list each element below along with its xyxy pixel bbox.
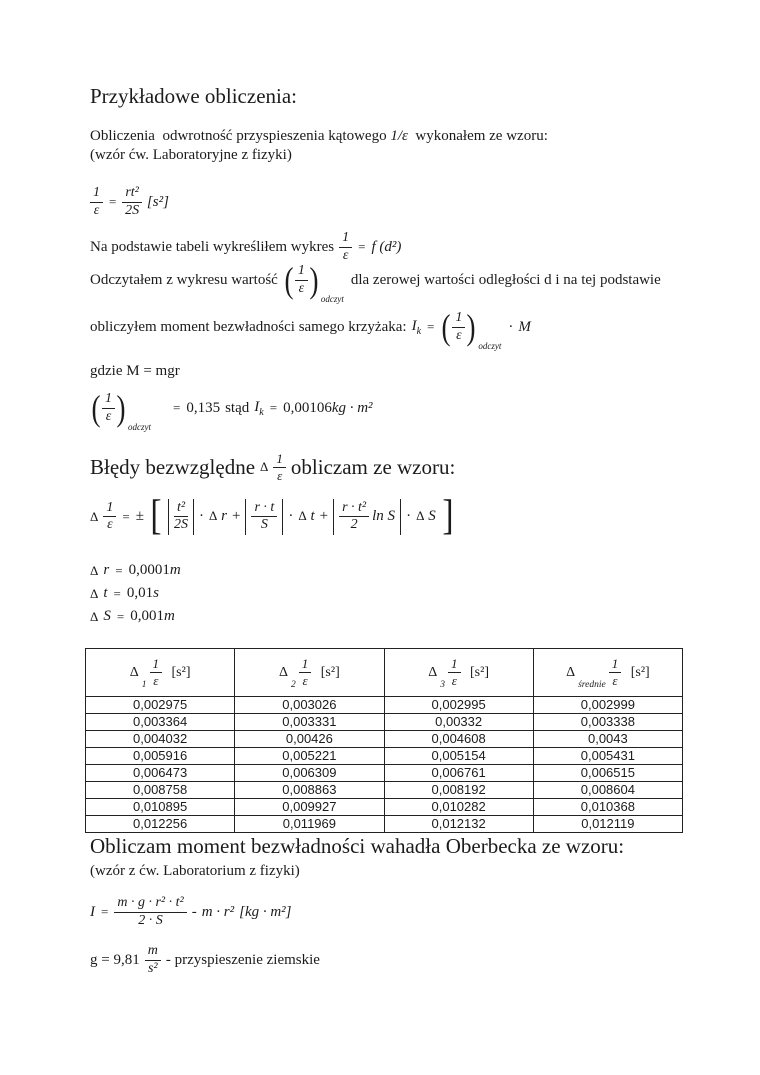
table-cell: 0,005916 [86,748,235,765]
frac-denominator: ε [302,673,308,688]
frac-denominator: S [260,517,268,533]
subscript-odczyt: odczyt [320,294,344,305]
delta-t-line [90,585,159,602]
table-header-row [86,649,683,697]
multiply-dot: · [199,508,205,525]
unit-kg-m2: [kg · m²] [239,903,292,920]
equals-sign: = [109,194,117,210]
plus-sign: + [232,508,241,525]
abs-term-2 [245,499,283,535]
minus-sign: - [191,903,197,920]
intro-line1-pre: Obliczenia odwrotność przyspieszenia kątowego [90,128,391,144]
fraction-one-over-epsilon [273,452,286,482]
symbol-M: M [518,318,531,335]
var-t: t [310,508,315,525]
delta-subscript: 2 [291,679,296,690]
frac-numerator: rt² [122,186,142,203]
frac-numerator: 1 [295,264,308,281]
frac-numerator: 1 [339,231,352,248]
frac-numerator: 1 [90,186,103,203]
I-subscript: k [259,406,264,418]
term-mr2: m · r² [201,903,235,920]
frac-numerator: 1 [448,657,461,673]
fraction-one-over-epsilon [103,501,116,533]
table-cell: 0,00332 [384,714,533,731]
frac-denominator: 2 · S [138,912,163,928]
delta-S [416,508,436,525]
var-t: t [103,585,108,601]
Ik-number: 0,00106 [283,399,332,416]
delta-symbol: Δ [260,459,269,475]
intro-paragraph [90,127,548,165]
table-cell: 0,012119 [533,816,682,833]
multiply-dot: · [288,508,294,525]
gravity-line [90,944,320,976]
delta-subscript: 3 [440,679,446,690]
value-Ik [283,400,373,417]
fraction-t2-over-2S [174,501,188,533]
delta-symbol: Δ [90,585,99,601]
unit-s2: [s²] [146,193,169,210]
frac-numerator: 1 [452,311,465,328]
frac-numerator: r · t [251,501,277,518]
table-cell: 0,012256 [86,816,235,833]
delta-symbol: Δ [279,664,289,680]
table-row [86,748,683,765]
delta-symbol: Δ [90,508,99,524]
table-cell: 0,005154 [384,748,533,765]
delta-symbol: Δ [129,664,139,680]
Ik-unit: kg · m² [331,399,373,416]
table-cell: 0,00426 [235,731,384,748]
paren-one-over-epsilon-odczyt [90,388,153,433]
table-cell: 0,0043 [533,731,682,748]
table-cell: 0,011969 [235,816,384,833]
equals-sign: = [173,400,181,416]
delta-symbol: Δ [298,508,307,524]
heading-bledy-post: obliczam ze wzoru: [290,454,456,479]
right-paren: ) [466,307,476,347]
table-cell: 0,002999 [533,697,682,714]
equals-sign: = [269,400,278,416]
left-paren: ( [284,260,294,300]
frac-denominator: ε [342,247,349,263]
fraction-one-over-epsilon [452,311,465,343]
equals-sign: = [427,319,435,335]
var-r: r [221,508,228,525]
number: 0,001 [130,608,164,624]
frac-numerator: t² [174,501,188,518]
unit-s2: [s²] [630,664,650,680]
abs-term-1 [168,499,194,535]
unit-s2: [s²] [171,664,191,680]
right-bracket: ] [442,493,454,539]
equals-sign: = [115,562,123,578]
table-cell: 0,008758 [86,782,235,799]
frac-denominator: ε [277,467,283,483]
symbol-Ik [412,318,421,337]
table-cell: 0,008192 [384,782,533,799]
gravity-label: - przyspieszenie ziemskie [165,951,320,968]
unit-m: m [163,608,175,624]
unit-m: m [169,562,181,578]
frac-denominator: ε [298,280,305,296]
delta-r-line [90,562,181,579]
delta-r [209,508,227,525]
table-row [86,697,683,714]
table-cell: 0,010368 [533,799,682,816]
frac-denominator: s² [147,960,158,976]
plus-minus-sign: ± [135,508,144,525]
odczyt-text-post: dla zerowej wartości odległości d i na tej podstawie [350,271,661,288]
left-paren: ( [91,388,101,428]
heading-bledy-pre: Błędy bezwzględne [90,454,256,479]
number: 0,0001 [128,562,170,578]
frac-denominator: 2S [125,202,140,218]
intro-line1-math: 1/ε [390,128,408,144]
table-row [86,731,683,748]
krzyzak-text: obliczyłem moment bezwładności samego krzyżaka: [90,318,407,335]
frac-denominator: 2 [350,517,358,533]
fraction-rt2-over-2 [339,501,369,533]
table-row [86,782,683,799]
symbol-I: I [90,903,95,920]
fraction-one-over-epsilon [102,392,115,424]
equals-sign: = [116,608,125,624]
fraction-rt-over-S [251,501,277,533]
number: 0,01 [126,585,154,601]
table-cell: 0,006515 [533,765,682,782]
frac-numerator: m [145,944,161,961]
table-cell: 0,010895 [86,799,235,816]
I-base: I [254,398,260,415]
value [130,608,175,625]
value [127,585,159,602]
delta-symbol: Δ [209,508,218,524]
error-table [85,648,683,833]
frac-denominator: 2S [174,517,188,533]
delta-symbol: Δ [90,562,99,578]
table-cell: 0,006761 [384,765,533,782]
subscript-odczyt: odczyt [128,422,151,433]
table-cell: 0,005221 [235,748,384,765]
table-cell: 0,003331 [235,714,384,731]
I-subscript: k [416,325,422,337]
intro-line1-post: wykonałem ze wzoru: [407,128,548,144]
frac-denominator: ε [456,327,462,343]
value-0135: 0,135 [186,399,221,416]
ln-S: ln S [372,508,396,525]
table-header-delta2 [235,649,384,697]
delta-symbol: Δ [90,608,99,624]
intro-line2: (wzór ćw. Laboratoryjne z fizyki) [90,147,292,163]
frac-denominator: ε [93,202,100,218]
page-title: Przykładowe obliczenia: [90,84,298,108]
odczyt-line [90,260,661,305]
formula-moment-inertia [90,896,292,928]
table-cell: 0,006473 [86,765,235,782]
krzyzak-line [90,307,531,352]
right-paren: ) [116,388,126,428]
frac-numerator: r · t² [339,501,369,518]
left-bracket: [ [150,493,162,539]
var-r: r [103,562,110,578]
frac-numerator: 1 [150,657,163,673]
stad-text: stąd [225,399,250,416]
frac-numerator: 1 [273,452,286,468]
table-cell: 0,002975 [86,697,235,714]
table-cell: 0,003026 [235,697,384,714]
heading-bledy [90,452,455,482]
unit-s: s [153,585,159,601]
table-row [86,714,683,731]
frac-denominator: ε [451,673,457,688]
fraction-mgr2t2-over-2S [114,896,186,928]
table-cell: 0,008863 [235,782,384,799]
delta-symbol: Δ [428,664,438,680]
table-cell: 0,009927 [235,799,384,816]
delta-subscript: średnie [578,679,606,690]
table-cell: 0,003364 [86,714,235,731]
paren-one-over-epsilon-odczyt [283,260,346,305]
gravity-value: g = 9,81 [90,951,140,968]
plus-sign: + [319,508,329,525]
subscript-odczyt: odczyt [478,341,502,352]
table-header-delta3 [384,649,533,697]
fraction-one-over-epsilon [295,264,308,296]
table-cell: 0,010282 [384,799,533,816]
fraction-m-over-s2 [145,944,161,976]
delta-S-line [90,608,175,625]
paren-one-over-epsilon-odczyt [440,307,503,352]
odczyt-value-line [90,388,373,433]
equals-sign: = [122,508,130,524]
heading-oberbeck: Obliczam moment bezwładności wahadła Oberbecka ze wzoru: [90,834,625,858]
right-paren: ) [309,260,319,300]
multiply-dot: · [406,508,412,525]
delta-symbol: Δ [566,664,576,680]
frac-denominator: ε [153,673,159,688]
symbol-Ik [254,399,263,418]
function-f-d2: f (d²) [371,238,402,255]
var-S: S [103,608,111,624]
unit-s2: [s²] [320,664,340,680]
equals-sign: = [358,239,366,255]
table-header-delta1 [86,649,235,697]
equals-sign: = [101,904,109,920]
frac-numerator: 1 [299,657,312,673]
fraction-one-over-epsilon [90,186,103,218]
frac-numerator: 1 [103,501,116,518]
frac-denominator: ε [107,517,113,533]
delta-subscript: 1 [141,679,147,690]
delta-symbol: Δ [416,508,425,524]
table-cell: 0,008604 [533,782,682,799]
table-cell: 0,012132 [384,816,533,833]
abs-term-3 [333,499,401,535]
frac-numerator: 1 [609,657,622,673]
equals-sign: = [113,585,121,601]
gdzie-line: gdzie M = mgr [90,363,180,379]
table-cell: 0,003338 [533,714,682,731]
var-S: S [428,508,436,525]
table-cell: 0,004608 [384,731,533,748]
multiply-dot: · [508,318,514,335]
wykres-text: Na podstawie tabeli wykreśliłem wykres [90,238,335,255]
value [129,562,181,579]
wykres-line [90,231,401,263]
frac-numerator: 1 [102,392,115,409]
fraction-rt2-over-2S [122,186,142,218]
table-row [86,765,683,782]
odczyt-text-pre: Odczytałem z wykresu wartość [90,271,278,288]
frac-denominator: ε [105,408,112,424]
left-paren: ( [441,307,451,347]
delta-t [298,508,314,525]
error-formula [90,493,455,539]
I-base: I [411,317,417,334]
frac-numerator: m · g · r² · t² [114,896,186,913]
table-cell: 0,004032 [86,731,235,748]
table-cell: 0,005431 [533,748,682,765]
table-cell: 0,002995 [384,697,533,714]
unit-s2: [s²] [470,664,489,680]
table-row [86,799,683,816]
heading-oberbeck-sub: (wzór z ćw. Laboratorium z fizyki) [90,863,300,879]
table-cell: 0,006309 [235,765,384,782]
table-header-delta-srednie [533,649,682,697]
table-row [86,816,683,833]
frac-denominator: ε [612,673,618,688]
fraction-one-over-epsilon [339,231,352,263]
formula-inverse-epsilon [90,186,169,218]
